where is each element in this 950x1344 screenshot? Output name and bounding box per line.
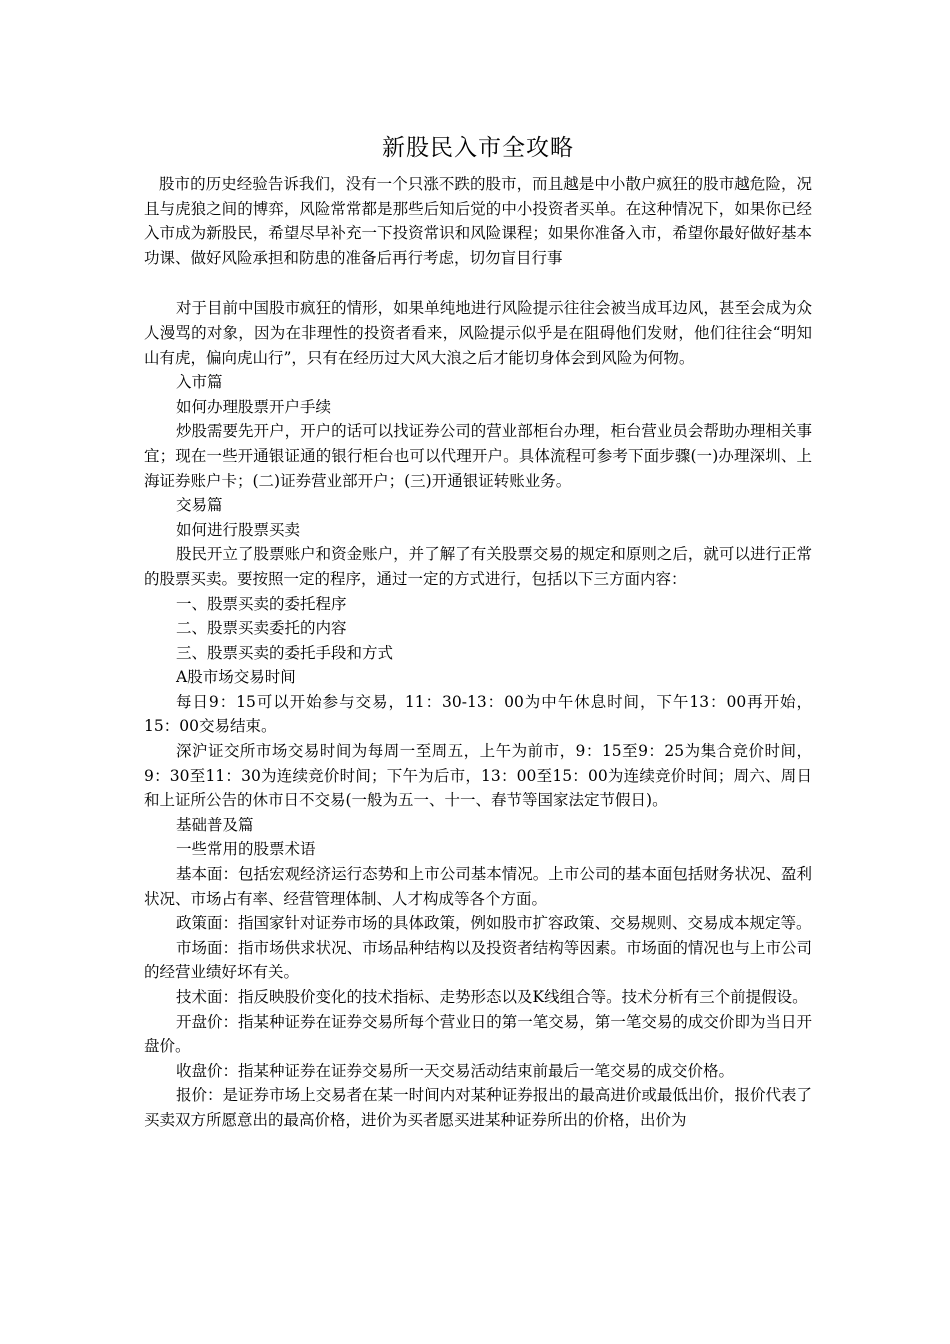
paragraph-exchange-hours: 深沪证交所市场交易时间为每周一至周五，上午为前市，9：15至9：25为集合竞价时间，9：30至11：30为连续竞价时间；下午为后市，13：00至15：00为连续竞价时间；周六、周日和上证所公告的休市日不交易(一般为五一、十一、春节等国家法定节假日)。	[144, 742, 812, 810]
section-heading-basics: 基础普及篇	[176, 815, 254, 834]
paragraph-open-account: 炒股需要先开户，开户的话可以找证券公司的营业部柜台办理，柜台营业员会帮助办理相关事宜；现在一些开通银证通的银行柜台也可以代理开户。具体流程可参考下面步骤(一)办理深圳、上海证券账户卡；(二)证券营业部开户；(三)开通银证转账业务。	[144, 422, 812, 490]
term-market: 市场面：指市场供求状况、市场品种结构以及投资者结构等因素。市场面的情况也与上市公司的经营业绩好坏有关。	[144, 938, 812, 982]
list-item: 三、股票买卖的委托手段和方式	[176, 643, 394, 662]
term-fundamentals: 基本面：包括宏观经济运行态势和上市公司基本情况。上市公司的基本面包括财务状况、盈利状况、市场占有率、经营管理体制、人才构成等各个方面。	[144, 865, 812, 908]
subheading-terms: 一些常用的股票术语	[176, 840, 316, 859]
list-item: 一、股票买卖的委托程序	[176, 594, 347, 613]
paragraph-trading: 股民开立了股票账户和资金账户，并了解了有关股票交易的规定和原则之后，就可以进行正常的股票买卖。要按照一定的程序，通过一定的方式进行，包括以下三方面内容：	[144, 545, 812, 588]
intro-paragraph: 股市的历史经验告诉我们，没有一个只涨不跌的股市，而且越是中小散户疯狂的股市越危险，况且与虎狼之间的博弈，风险常常都是那些后知后觉的中小投资者买单。在这种情况下，如果你已经入市成为新股民，希望尽早补充一下投资常识和风险课程；如果你准备入市，希望你最好做好基本功课、做好风险承担和防患的准备后再行考虑，切勿盲目行事	[144, 175, 812, 267]
term-policy: 政策面：指国家针对证券市场的具体政策，例如股市扩容政策、交易规则、交易成本规定等。	[176, 914, 812, 933]
term-technical: 技术面：指反映股价变化的技术指标、走势形态以及K线组合等。技术分析有三个前提假设。	[176, 988, 808, 1006]
term-opening-price: 开盘价：指某种证券在证券交易所每个营业日的第一笔交易，第一笔交易的成交价即为当日开盘价。	[144, 1012, 812, 1056]
section-heading-trading: 交易篇	[176, 496, 223, 515]
list-item: 二、股票买卖委托的内容	[176, 619, 347, 638]
document-page	[144, 128, 812, 1133]
subheading-trading-hours: A股市场交易时间	[176, 668, 296, 687]
paragraph-gap	[144, 270, 812, 296]
paragraph-daily-hours: 每日9：15可以开始参与交易，11：30-13：00为中午休息时间，下午13：00再开始，15：00交易结束。	[144, 692, 812, 736]
subheading-how-to-trade: 如何进行股票买卖	[176, 520, 301, 539]
section-heading-entry: 入市篇	[176, 373, 223, 392]
document-title: 新股民入市全攻略	[382, 135, 574, 161]
subheading-open-account: 如何办理股票开户手续	[176, 397, 332, 416]
term-quote: 报价：是证券市场上交易者在某一时间内对某种证券报出的最高进价或最低出价，报价代表了买卖双方所愿意出的最高价格，进价为买者愿买进某种证券所出的价格，出价为	[144, 1086, 812, 1129]
term-closing-price: 收盘价：指某种证券在证券交易所一天交易活动结束前最后一笔交易的成交价格。	[176, 1061, 735, 1080]
paragraph-risk: 对于目前中国股市疯狂的情形，如果单纯地进行风险提示往往会被当成耳边风，甚至会成为众人漫骂的对象，因为在非理性的投资者看来，风险提示似乎是在阻碍他们发财，他们往往会“明知山有虎，偏向虎山行”，只有在经历过大风大浪之后才能切身体会到风险为何物。	[144, 299, 812, 367]
